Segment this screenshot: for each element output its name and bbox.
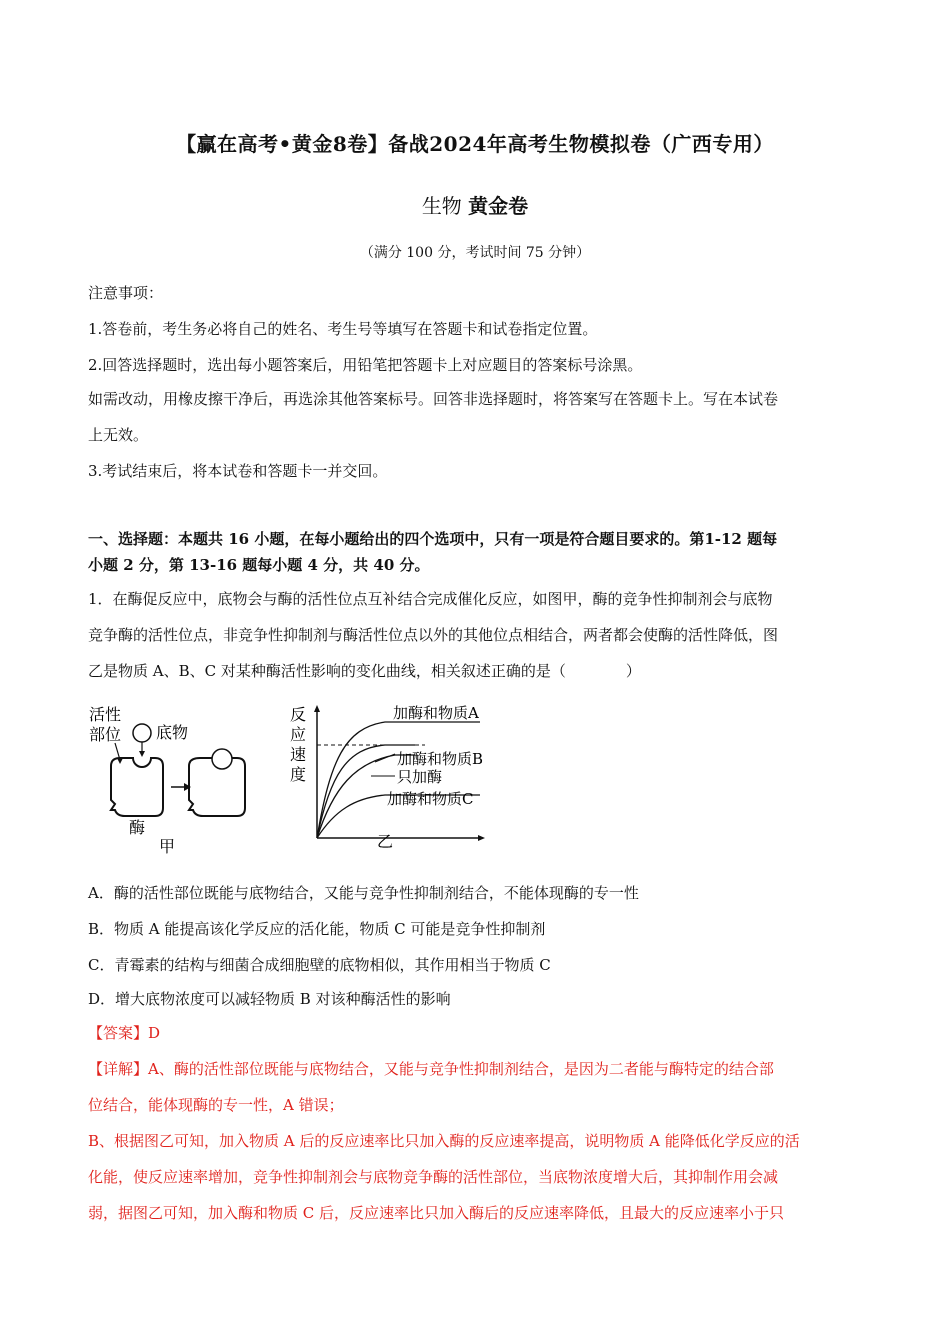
explanation-line: 【详解】A、酶的活性部位既能与底物结合，又能与竞争性抑制剂结合，是因为二者能与酶特定的结合部 [88,1060,774,1078]
subject-label: 生物 [421,194,462,218]
answer-value: D [148,1024,161,1042]
option-b: B．物质 A 能提高该化学反应的活化能，物质 C 可能是竞争性抑制剂 [88,920,546,938]
substrate-label: 底物 [156,723,189,742]
answer [88,1022,868,1044]
active-site-label: 部位 [89,725,122,744]
notice-item: 1.答卷前，考生务必将自己的姓名、考生号等填写在答题卡和试卷指定位置。 [88,320,598,338]
section-heading-cont: 小题 2 分，第 13-16 题每小题 4 分，共 40 分。 [88,556,430,574]
substrate-circle [133,724,151,742]
explanation-line: 化能，使反应速率增加，竞争性抑制剂会与底物竞争酶的活性部位，当底物浓度增大后，其抑制作用会减 [88,1168,779,1186]
question-stem: 1．在酶促反应中，底物会与酶的活性位点互补结合完成催化反应，如图甲，酶的竞争性抑制剂会与底物 [88,590,773,608]
enzyme-figure [85,700,525,860]
figure-a-caption: 甲 [159,837,176,856]
option-d: D．增大底物浓度可以减轻物质 B 对该种酶活性的影响 [88,990,451,1008]
question-stem: 竞争酶的活性位点，非竞争性抑制剂与酶活性位点以外的其他位点相结合，两者都会使酶的活性降低，图 [88,626,779,644]
curve-b-label: 加酶和物质B [397,750,484,768]
notice-heading: 注意事项： [88,284,164,302]
enzyme-shape [111,758,163,816]
figure-b-caption: 乙 [377,832,394,851]
answer-label: 【答案】 [88,1024,149,1042]
paper-title: 【赢在高考•黄金8卷】备战2024年高考生物模拟卷（广西专用） [176,132,774,156]
ylabel-char: 反 [290,705,307,724]
active-site-label: 活性 [89,705,122,724]
notice-item: 3.考试结束后，将本试卷和答题卡一并交回。 [88,462,388,480]
ylabel-char: 速 [290,745,307,764]
ylabel-char: 度 [290,765,307,784]
notice-item: 如需改动，用橡皮擦干净后，再选涂其他答案标号。回答非选择题时，将答案写在答题卡上。写在本试卷 [88,390,779,408]
question-stem: 乙是物质 A、B、C 对某种酶活性影响的变化曲线，相关叙述正确的是（ ） [88,662,641,680]
notice-item: 2.回答选择题时，选出每小题答案后，用铅笔把答题卡上对应题目的答案标号涂黑。 [88,356,643,374]
curve-a-label: 加酶和物质A [393,704,479,722]
section-heading: 一、选择题：本题共 16 小题，在每小题给出的四个选项中，只有一项是符合题目要求的。第1-12 题每 [88,530,778,548]
exam-info: （满分 100 分，考试时间 75 分钟） [359,245,591,261]
option-a: A．酶的活性部位既能与底物结合，又能与竞争性抑制剂结合，不能体现酶的专一性 [88,884,639,902]
curve-c-label: 加酶和物质C [387,790,474,808]
explanation-line: 位结合，能体现酶的专一性，A 错误； [88,1096,344,1114]
explanation-line: 弱，据图乙可知，加入酶和物质 C 后，反应速率比只加入酶后的反应速率降低，且最大的反应速率小于只 [88,1204,785,1222]
explanation-line: B、根据图乙可知，加入物质 A 后的反应速率比只加入酶的反应速率提高，说明物质 A 能降低化学反应的活 [88,1132,800,1150]
curve-enzyme-label: 只加酶 [397,768,443,786]
enzyme-label: 酶 [129,818,146,837]
paper-subtitle [0,190,950,219]
ylabel-char: 应 [290,725,307,744]
notice-item: 上无效。 [88,426,149,444]
volume-label: 黄金卷 [468,194,529,218]
option-c: C．青霉素的结构与细菌合成细胞壁的底物相似，其作用相当于物质 C [88,956,551,974]
